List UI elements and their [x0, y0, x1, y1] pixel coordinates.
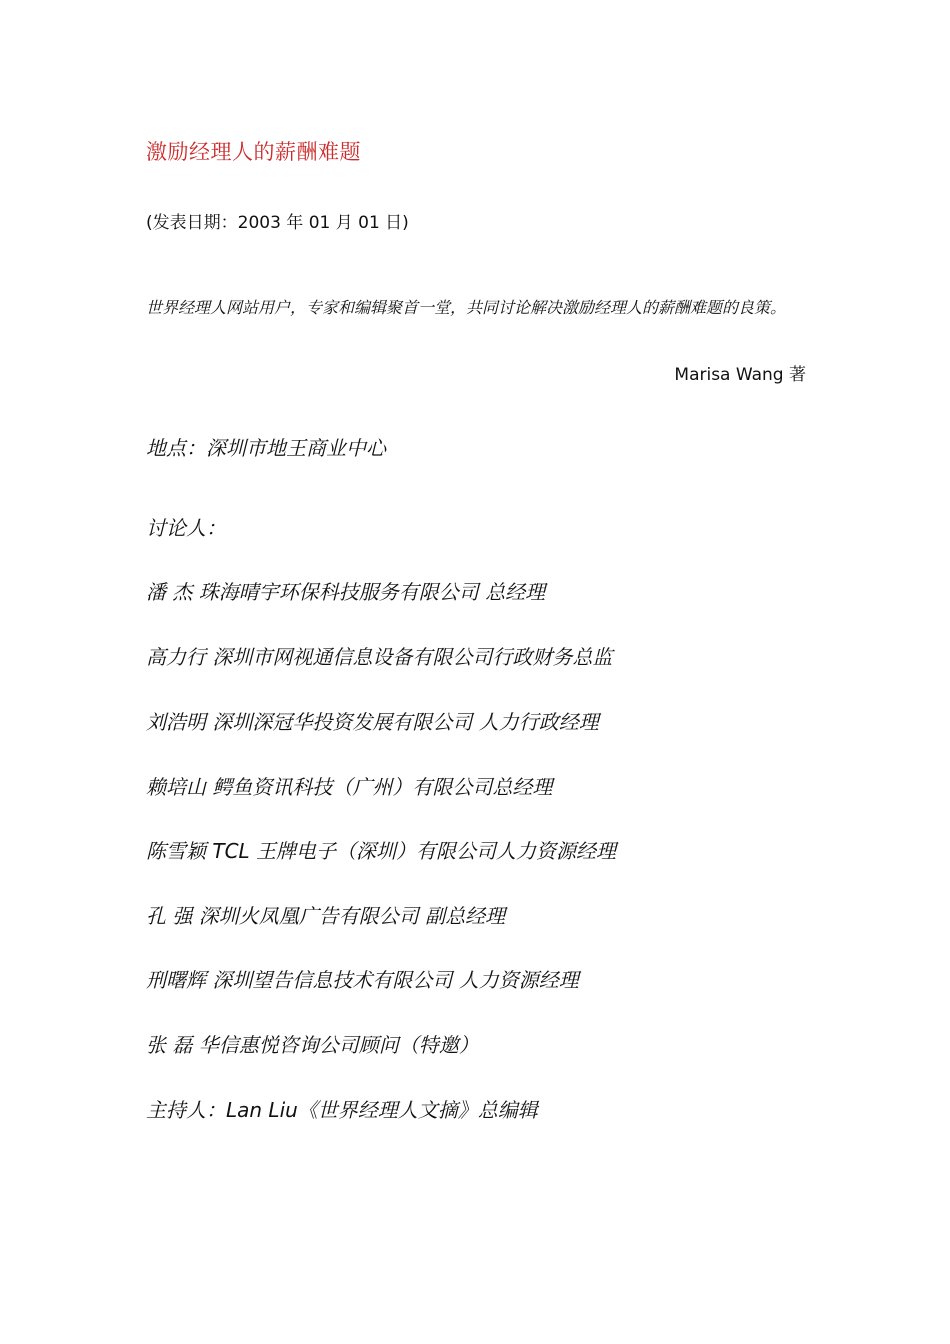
participant-3: 刘浩明 深圳深冠华投资发展有限公司 人力行政经理	[146, 710, 599, 734]
participant-6: 孔 强 深圳火凤凰广告有限公司 副总经理	[146, 904, 506, 928]
article-author: Marisa Wang 著	[674, 365, 806, 385]
publish-date: (发表日期：2003 年 01 月 01 日)	[146, 213, 409, 233]
participant-4: 赖培山 鳄鱼资讯科技（广州）有限公司总经理	[146, 775, 553, 799]
article-title: 激励经理人的薪酬难题	[146, 140, 361, 164]
location: 地点：深圳市地王商业中心	[146, 436, 386, 460]
participant-7: 刑曙辉 深圳望告信息技术有限公司 人力资源经理	[146, 968, 579, 992]
participant-5: 陈雪颖 TCL 王牌电子（深圳）有限公司人力资源经理	[146, 839, 617, 863]
host: 主持人：Lan Liu《世界经理人文摘》总编辑	[146, 1098, 538, 1122]
participants-heading: 讨论人：	[146, 516, 226, 540]
participant-1: 潘 杰 珠海晴宇环保科技服务有限公司 总经理	[146, 580, 546, 604]
article-intro: 世界经理人网站用户，专家和编辑聚首一堂，共同讨论解决激励经理人的薪酬难题的良策。	[146, 298, 787, 317]
participant-2: 高力行 深圳市网视通信息设备有限公司行政财务总监	[146, 645, 613, 669]
participant-8: 张 磊 华信惠悦咨询公司顾问（特邀）	[146, 1033, 479, 1057]
